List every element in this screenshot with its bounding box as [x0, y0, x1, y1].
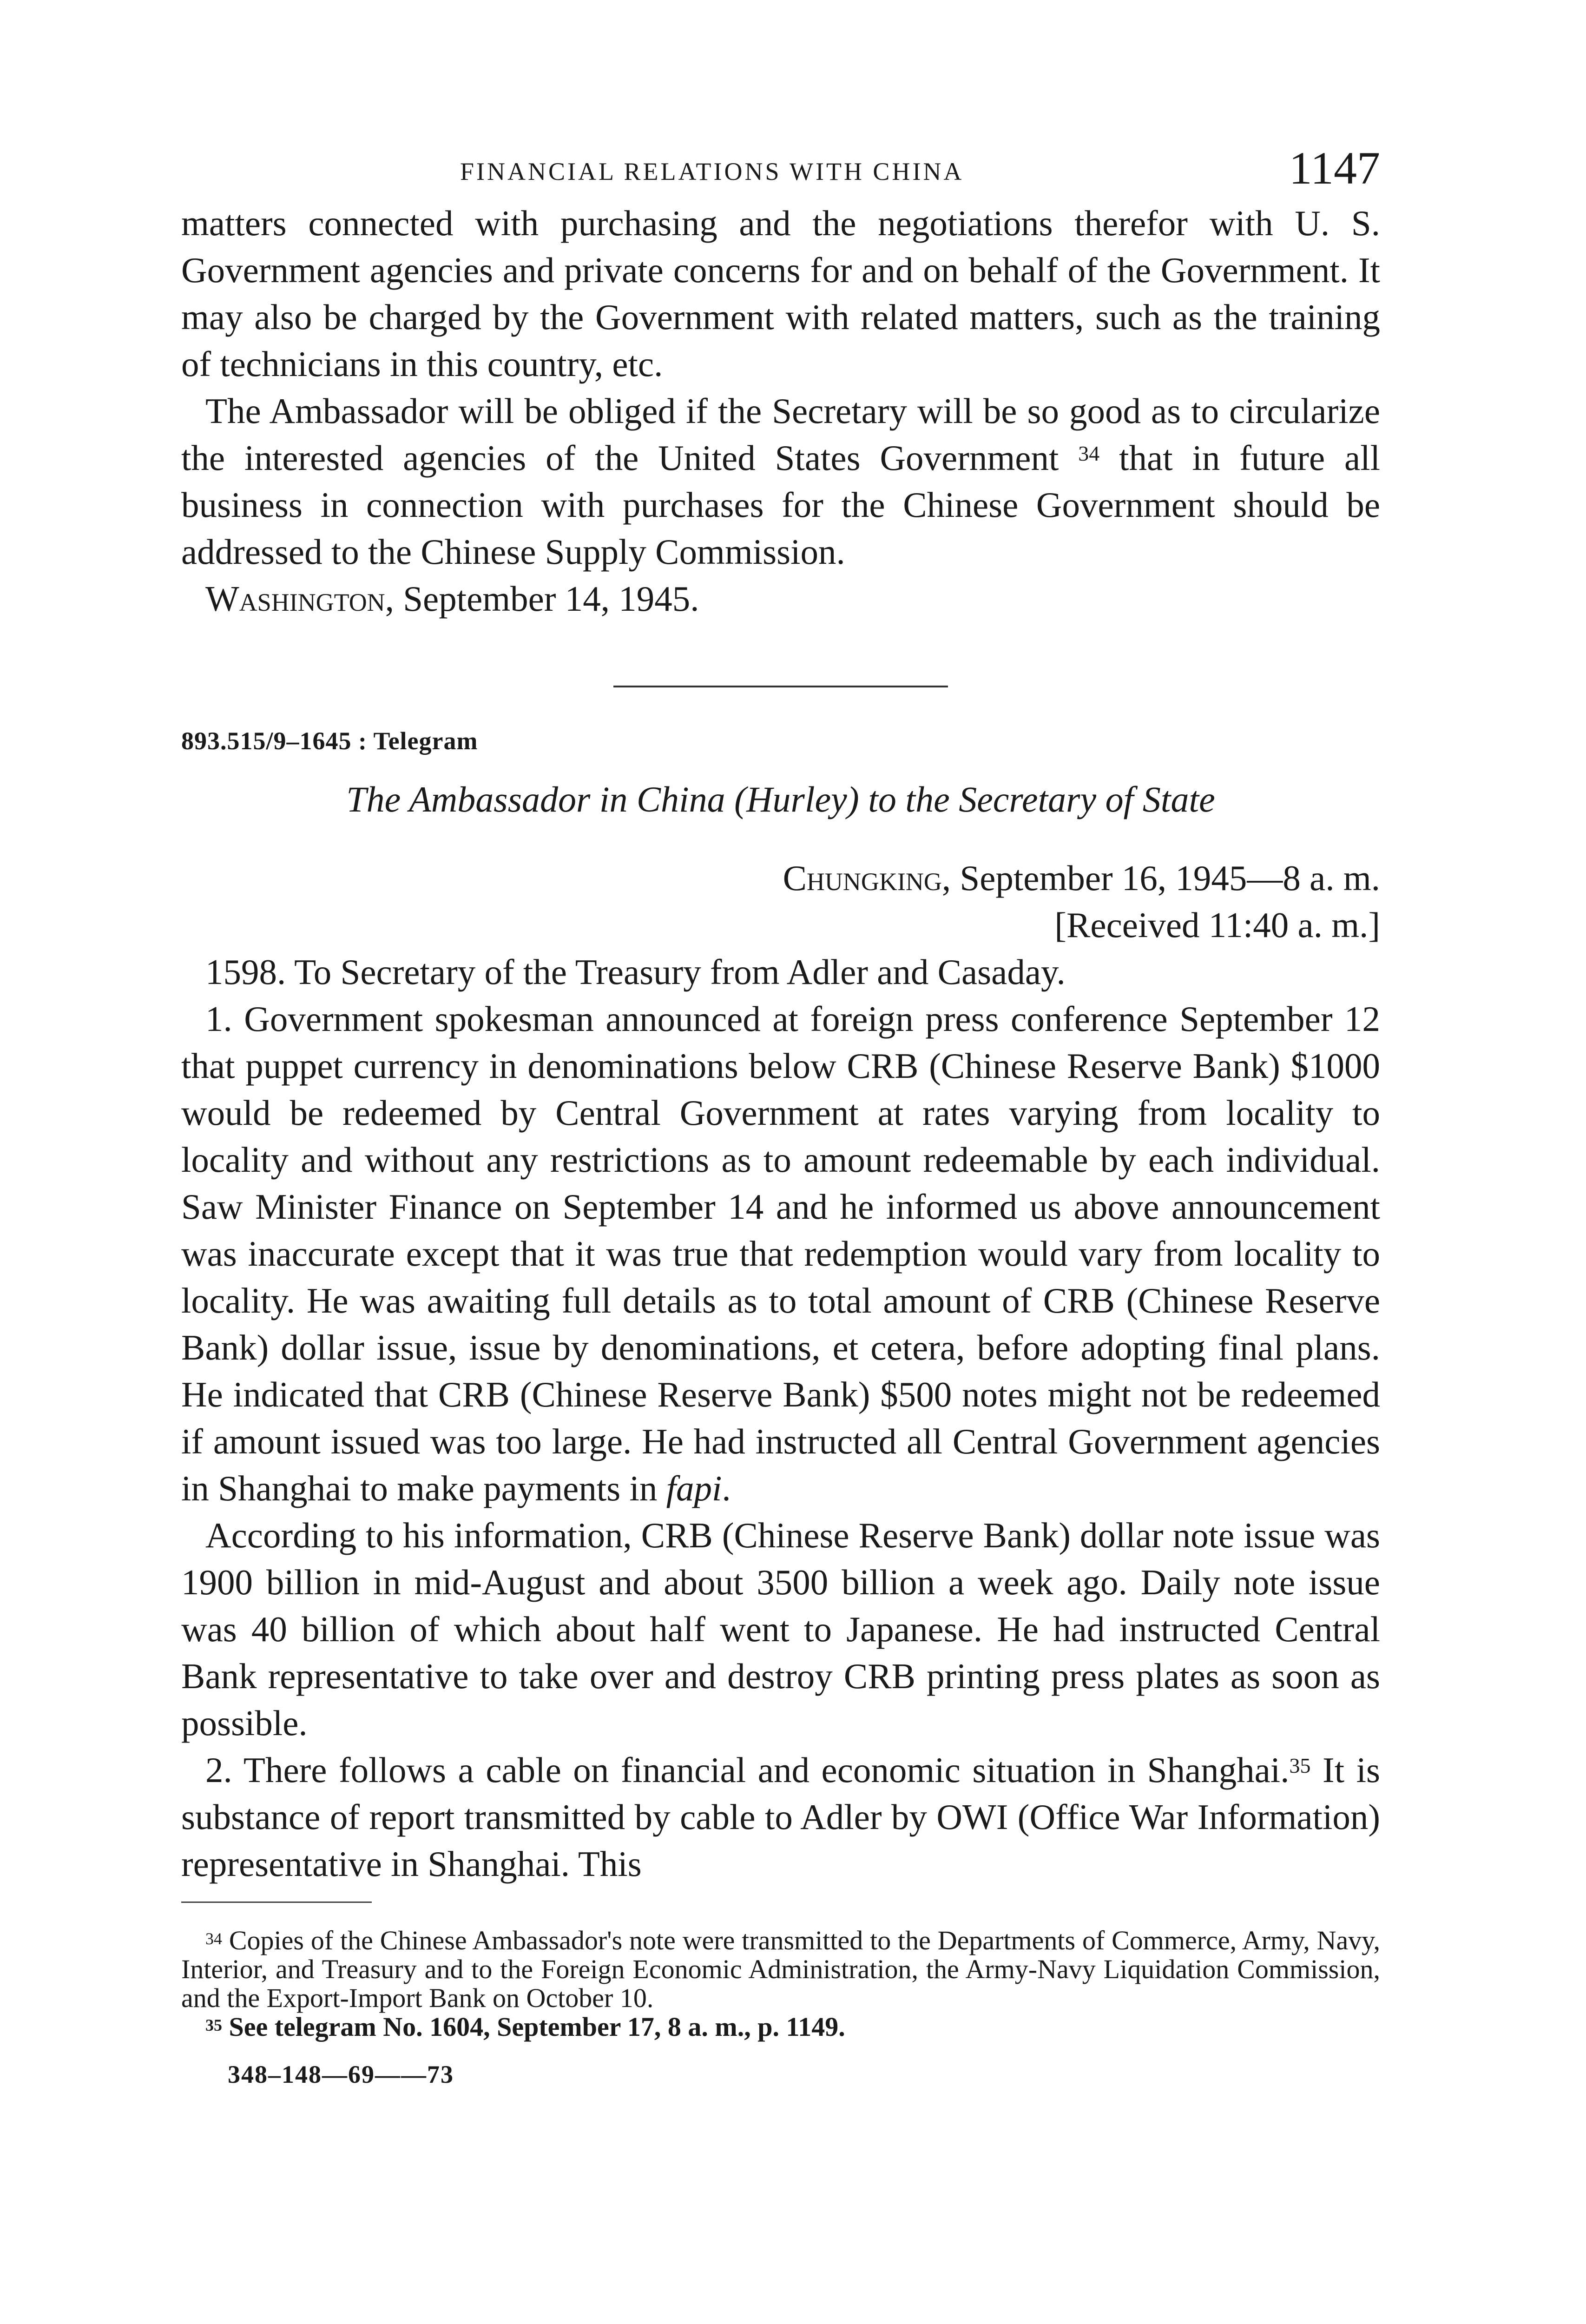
continued-paragraph: matters connected with purchasing and the negotiations therefor with U. S. Government agencies and private concerns for and on behalf of the Government. It may also be charged by the Government with related matters, such as the training of technicians in this country, etc.: [181, 203, 1380, 384]
footnote-ref-35: 35: [1289, 1754, 1311, 1777]
note-date: , September 14, 1945.: [385, 579, 699, 619]
footnote-text: Copies of the Chinese Ambassador's note were transmitted to the Departments of Commerce, Army, Navy, Interior, and Treasury and to the Foreign Economic Administration, the Army-Navy Liquidation Commission, and the Export-Import Bank on October 10.: [181, 1925, 1380, 2013]
paragraph-3-text-after: It is substance of report transmitted by cable to Adler by OWI (Office War Information) representative in Shanghai. This: [181, 1750, 1381, 1884]
footnote-35: [181, 2013, 1380, 2041]
request-text-before: The Ambassador will be obliged if the Secretary will be so good as to circularize the interested agencies of the United States Government: [181, 391, 1380, 478]
fapi-term: fapi: [666, 1468, 722, 1508]
paragraph-1-end: .: [722, 1468, 731, 1508]
footnote-number: 34: [205, 1929, 222, 1948]
received-time: [Received 11:40 a. m.]: [1054, 905, 1380, 945]
footnote-34: [181, 1926, 1380, 2013]
note-dateline: [181, 575, 1380, 622]
footnotes: [181, 1926, 1380, 2041]
telegram-date: , September 16, 1945—8 a. m.: [941, 858, 1380, 898]
running-head: [181, 135, 1380, 200]
telegram-paragraph-3: [181, 1747, 1380, 1888]
telegram-opening: 1598. To Secretary of the Treasury from Adler and Casaday.: [205, 952, 1066, 992]
section-divider: [613, 686, 948, 687]
telegram-paragraph-1: [181, 996, 1380, 1512]
document-heading: The Ambassador in China (Hurley) to the Secretary of State: [346, 779, 1215, 819]
footnote-number: 35: [205, 2016, 222, 2034]
telegram-place: Chungking: [783, 858, 942, 898]
telegram-paragraph-2: According to his information, CRB (Chinese Reserve Bank) dollar note issue was 1900 billion in mid-August and about 3500 billion a week ago. Daily note issue was 40 billion of which about half went to Japanese. He had instructed Central Bank representative to take over and destroy CRB printing press plates as soon as possible.: [181, 1515, 1380, 1743]
printer-code: 348–148—69——73: [228, 2060, 454, 2088]
note-place: Washington: [205, 579, 385, 619]
page-number: 1147: [1289, 142, 1380, 194]
paragraph-1-text: 1. Government spokesman announced at foreign press conference September 12 that puppet currency in denominations below CRB (Chinese Reserve Bank) $1000 would be redeemed by Central Government at rates varying from locality to locality and without any restrictions as to amount redeemable by each individual. Saw Minister Finance on September 14 and he informed us above announcement was inaccurate except that it was true that redemption would vary from locality to locality. He was awaiting full details as to total amount of CRB (Chinese Reserve Bank) dollar issue, issue by denominations, et cetera, before adopting final plans. He indicated that CRB (Chinese Reserve Bank) $500 notes might not be redeemed if amount issued was too large. He had instructed all Central Government agencies in Shanghai to make payments in: [181, 999, 1380, 1508]
footnote-divider: [181, 1901, 372, 1903]
telegram-dateline: [181, 855, 1380, 902]
request-text-after: that in future all business in connection with purchases for the Chinese Government should be addressed to the Chinese Supply Commission.: [181, 438, 1381, 572]
running-title: FINANCIAL RELATIONS WITH CHINA: [460, 158, 964, 185]
footnote-ref-34: 34: [1078, 442, 1100, 465]
document-page: [181, 135, 1380, 2089]
footnote-text: See telegram No. 1604, September 17, 8 a. m., p. 1149.: [229, 2012, 845, 2042]
paragraph-3-text-before: 2. There follows a cable on financial and economic situation in Shanghai.: [205, 1750, 1290, 1790]
file-reference: 893.515/9–1645 : Telegram: [181, 727, 478, 755]
request-paragraph: [181, 388, 1380, 575]
